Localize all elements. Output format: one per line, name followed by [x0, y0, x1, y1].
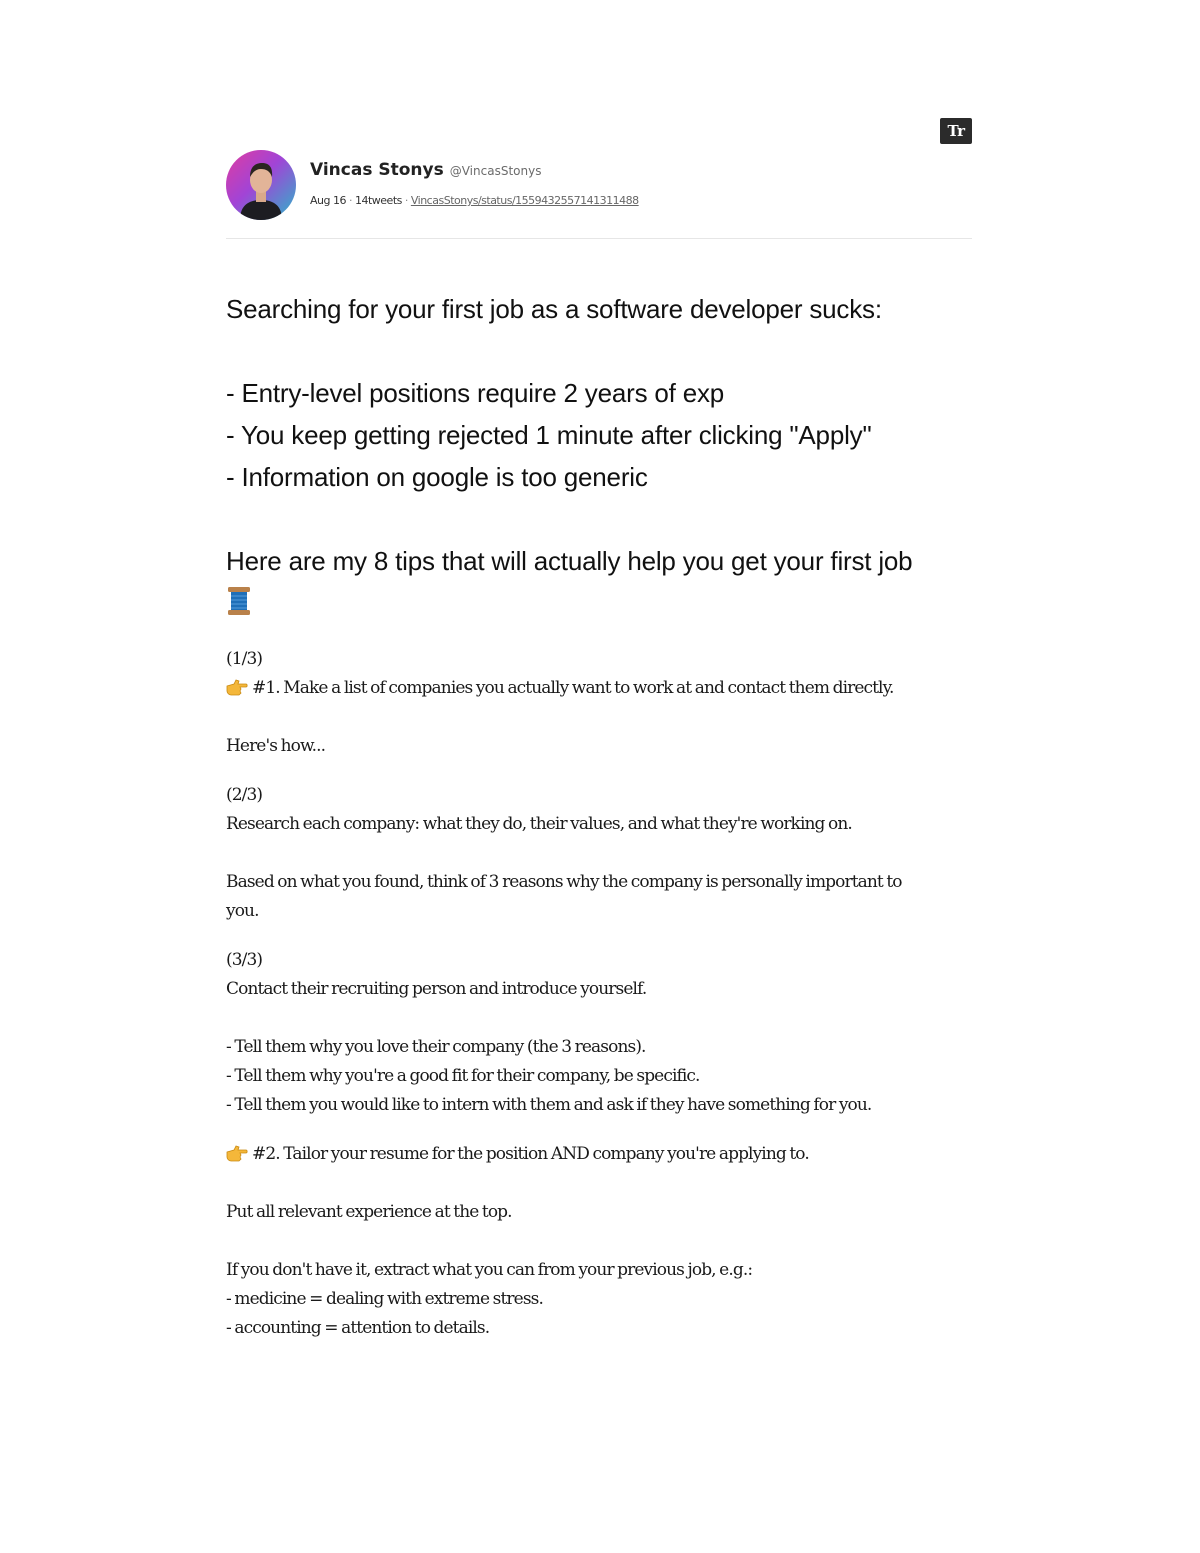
tell-item: - Tell them you would like to intern with them and ask if they have something for you. — [226, 1095, 872, 1115]
tip-2-text: #2. Tailor your resume for the position AND company you're applying to. — [252, 1144, 809, 1164]
author-name[interactable]: Vincas Stonys — [310, 160, 444, 180]
example-item: - accounting = attention to details. — [226, 1318, 490, 1338]
thread-source-link[interactable]: VincasStonys/status/1559432557141311488 — [410, 194, 639, 207]
example-item: - medicine = dealing with extreme stress. — [226, 1289, 543, 1309]
extract-text: If you don't have it, extract what you can from your previous job, e.g.: — [226, 1260, 753, 1280]
tweet-count: 14tweets — [354, 194, 402, 207]
intro-title: Searching for your first job as a software developer sucks: — [226, 294, 882, 324]
pointing-hand-icon — [226, 678, 248, 696]
intro-bullet: - Entry-level positions require 2 years of exp — [226, 378, 725, 408]
heres-how: Here's how... — [226, 736, 326, 756]
thread-intro — [226, 288, 972, 624]
author-line — [310, 160, 541, 180]
author-handle[interactable]: @VincasStonys — [449, 164, 542, 178]
tip-2 — [226, 1140, 972, 1169]
meta-separator: · — [348, 194, 352, 207]
tell-item: - Tell them why you love their company (the 3 reasons). — [226, 1037, 646, 1057]
based-text-line: you. — [226, 901, 259, 921]
pointing-hand-icon — [226, 1144, 248, 1162]
header-divider — [226, 238, 972, 239]
based-text-line: Based on what you found, think of 3 reasons why the company is personally important to — [226, 872, 902, 892]
contact-text: Contact their recruiting person and introduce yourself. — [226, 979, 647, 999]
reader-mode-badge[interactable]: Tr — [940, 118, 972, 144]
tips-line: Here are my 8 tips that will actually help you get your first job — [226, 546, 913, 576]
part-label: (2/3) — [226, 785, 263, 805]
thread-date: Aug 16 — [310, 194, 346, 207]
part-label: (3/3) — [226, 950, 263, 970]
thread-meta — [310, 194, 639, 207]
part-label: (1/3) — [226, 649, 263, 669]
avatar[interactable] — [226, 150, 296, 220]
tip-1 — [226, 674, 972, 703]
intro-bullet: - You keep getting rejected 1 minute after clicking "Apply" — [226, 420, 872, 450]
avatar-portrait-icon — [226, 150, 296, 220]
thread-page — [226, 0, 972, 1553]
research-text: Research each company: what they do, their values, and what they're working on. — [226, 814, 852, 834]
tip-1-text: #1. Make a list of companies you actually want to work at and contact them directly. — [252, 678, 894, 698]
tell-item: - Tell them why you're a good fit for their company, be specific. — [226, 1066, 700, 1086]
relevant-text: Put all relevant experience at the top. — [226, 1202, 512, 1222]
meta-separator: · — [404, 194, 408, 207]
thread-header — [226, 150, 972, 220]
intro-bullet: - Information on google is too generic — [226, 462, 648, 492]
thread-body — [226, 645, 972, 1343]
spool-of-thread-icon — [226, 586, 252, 616]
